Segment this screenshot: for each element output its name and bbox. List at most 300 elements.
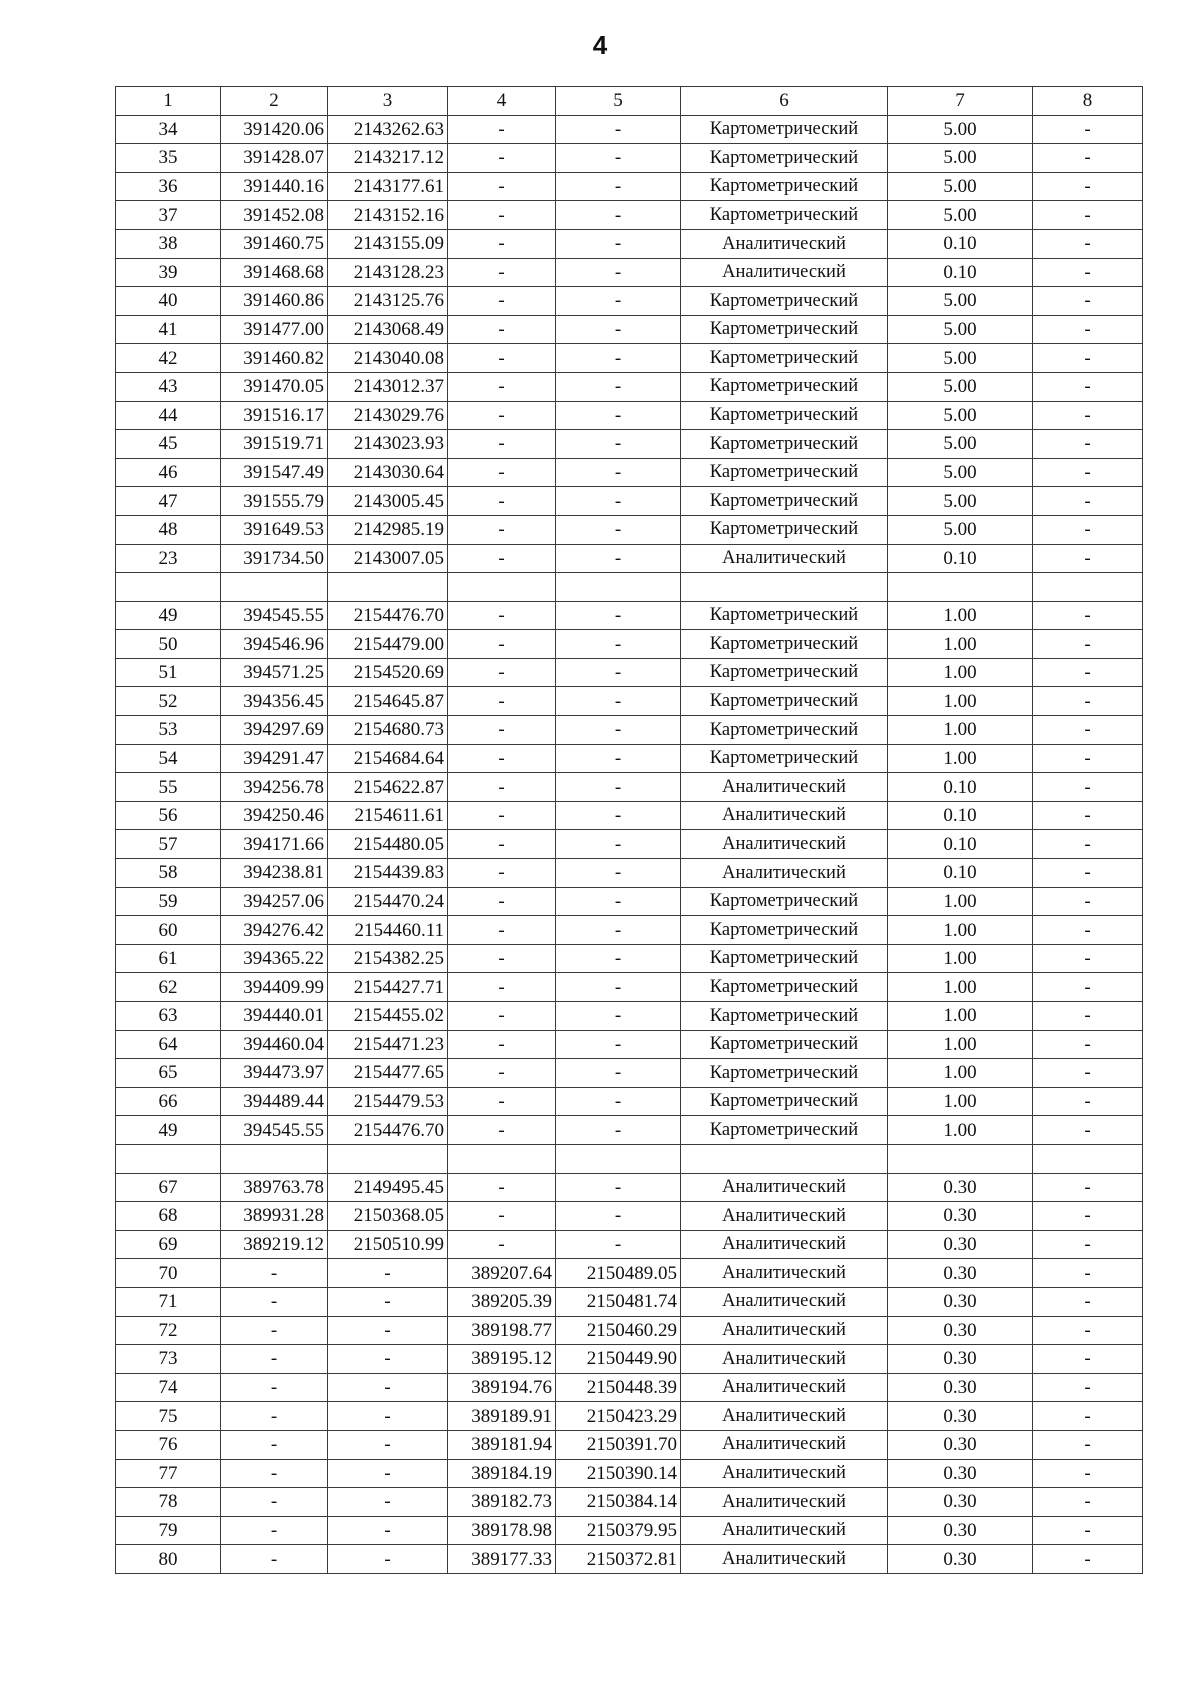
method-cell: Картометрический (681, 430, 888, 459)
accuracy-cell: 5.00 (888, 144, 1033, 173)
x-new-cell: - (448, 344, 556, 373)
x-new-cell: 389181.94 (448, 1430, 556, 1459)
table-row (116, 859, 1143, 888)
x-new-cell: - (448, 916, 556, 945)
y-existing-cell: 2143030.64 (328, 458, 448, 487)
method-cell: Картометрический (681, 973, 888, 1002)
table-row (116, 229, 1143, 258)
point-number-cell: 78 (116, 1488, 221, 1517)
x-existing-cell: 394473.97 (221, 1059, 328, 1088)
table-row (116, 401, 1143, 430)
y-new-cell (556, 1144, 681, 1173)
point-number-cell: 53 (116, 716, 221, 745)
method-cell: Аналитический (681, 773, 888, 802)
accuracy-cell (888, 573, 1033, 602)
y-new-cell: 2150481.74 (556, 1287, 681, 1316)
method-cell: Картометрический (681, 1002, 888, 1031)
table-row (116, 1545, 1143, 1574)
point-number-cell: 38 (116, 229, 221, 258)
x-new-cell: - (448, 1202, 556, 1231)
table-row (116, 487, 1143, 516)
point-number-cell: 69 (116, 1230, 221, 1259)
method-cell: Аналитический (681, 1430, 888, 1459)
y-existing-cell: - (328, 1488, 448, 1517)
y-new-cell: - (556, 1002, 681, 1031)
x-new-cell: - (448, 1030, 556, 1059)
x-existing-cell: 394365.22 (221, 944, 328, 973)
point-number-cell: 39 (116, 258, 221, 287)
point-number-cell: 57 (116, 830, 221, 859)
x-new-cell: 389189.91 (448, 1402, 556, 1431)
description-cell: - (1033, 515, 1143, 544)
point-number-cell (116, 1144, 221, 1173)
x-existing-cell: - (221, 1545, 328, 1574)
accuracy-cell: 0.30 (888, 1459, 1033, 1488)
table-row (116, 1030, 1143, 1059)
y-existing-cell: 2142985.19 (328, 515, 448, 544)
y-existing-cell: - (328, 1430, 448, 1459)
y-new-cell: 2150390.14 (556, 1459, 681, 1488)
method-cell: Картометрический (681, 744, 888, 773)
table-row (116, 372, 1143, 401)
y-existing-cell: 2154427.71 (328, 973, 448, 1002)
description-cell: - (1033, 229, 1143, 258)
x-new-cell: - (448, 1002, 556, 1031)
accuracy-cell: 1.00 (888, 916, 1033, 945)
x-existing-cell: - (221, 1459, 328, 1488)
y-existing-cell: - (328, 1345, 448, 1374)
y-existing-cell: 2154470.24 (328, 887, 448, 916)
y-existing-cell: 2143012.37 (328, 372, 448, 401)
x-existing-cell: - (221, 1373, 328, 1402)
y-new-cell: - (556, 258, 681, 287)
method-cell: Аналитический (681, 258, 888, 287)
y-existing-cell: 2154382.25 (328, 944, 448, 973)
x-new-cell: - (448, 716, 556, 745)
table-row (116, 658, 1143, 687)
table-row (116, 687, 1143, 716)
table-row (116, 1259, 1143, 1288)
accuracy-cell: 1.00 (888, 744, 1033, 773)
method-cell: Аналитический (681, 1230, 888, 1259)
method-cell: Картометрический (681, 487, 888, 516)
y-new-cell: - (556, 144, 681, 173)
accuracy-cell: 1.00 (888, 716, 1033, 745)
y-new-cell: - (556, 201, 681, 230)
description-cell: - (1033, 1488, 1143, 1517)
y-new-cell: - (556, 172, 681, 201)
y-existing-cell: - (328, 1259, 448, 1288)
x-new-cell (448, 573, 556, 602)
description-cell: - (1033, 1402, 1143, 1431)
x-new-cell: 389178.98 (448, 1516, 556, 1545)
x-existing-cell: - (221, 1345, 328, 1374)
table-body (116, 87, 1143, 1574)
y-existing-cell: 2143155.09 (328, 229, 448, 258)
point-number-cell: 44 (116, 401, 221, 430)
x-existing-cell: 394440.01 (221, 1002, 328, 1031)
table-row (116, 1345, 1143, 1374)
point-number-cell: 35 (116, 144, 221, 173)
y-new-cell: - (556, 630, 681, 659)
y-new-cell: 2150460.29 (556, 1316, 681, 1345)
accuracy-cell: 5.00 (888, 344, 1033, 373)
x-existing-cell: 394546.96 (221, 630, 328, 659)
point-number-cell: 49 (116, 1116, 221, 1145)
y-existing-cell: 2143005.45 (328, 487, 448, 516)
method-cell: Аналитический (681, 1488, 888, 1517)
method-cell: Картометрический (681, 287, 888, 316)
x-existing-cell: - (221, 1402, 328, 1431)
point-number-cell: 52 (116, 687, 221, 716)
table-row (116, 601, 1143, 630)
point-number-cell: 47 (116, 487, 221, 516)
accuracy-cell: 1.00 (888, 1116, 1033, 1145)
x-existing-cell: 391649.53 (221, 515, 328, 544)
accuracy-cell: 0.10 (888, 229, 1033, 258)
point-number-cell: 41 (116, 315, 221, 344)
accuracy-cell: 1.00 (888, 1087, 1033, 1116)
accuracy-cell: 0.10 (888, 258, 1033, 287)
method-cell: Картометрический (681, 630, 888, 659)
x-existing-cell: - (221, 1430, 328, 1459)
x-new-cell: - (448, 229, 556, 258)
method-cell: Аналитический (681, 1287, 888, 1316)
accuracy-cell: 5.00 (888, 458, 1033, 487)
method-cell: Картометрический (681, 916, 888, 945)
point-number-cell: 74 (116, 1373, 221, 1402)
accuracy-cell: 5.00 (888, 372, 1033, 401)
method-cell: Картометрический (681, 315, 888, 344)
column-header: 5 (556, 87, 681, 116)
y-new-cell: - (556, 458, 681, 487)
accuracy-cell: 0.30 (888, 1230, 1033, 1259)
point-number-cell: 73 (116, 1345, 221, 1374)
point-number-cell: 70 (116, 1259, 221, 1288)
accuracy-cell: 0.30 (888, 1545, 1033, 1574)
y-new-cell: 2150423.29 (556, 1402, 681, 1431)
x-new-cell: - (448, 401, 556, 430)
x-new-cell: - (448, 1059, 556, 1088)
y-new-cell: - (556, 1173, 681, 1202)
y-new-cell: - (556, 601, 681, 630)
y-new-cell: - (556, 944, 681, 973)
point-number-cell: 43 (116, 372, 221, 401)
description-cell: - (1033, 258, 1143, 287)
accuracy-cell: 1.00 (888, 1059, 1033, 1088)
x-new-cell: - (448, 1116, 556, 1145)
point-number-cell: 77 (116, 1459, 221, 1488)
column-header: 2 (221, 87, 328, 116)
method-cell: Аналитический (681, 1373, 888, 1402)
table-header-row (116, 87, 1143, 116)
description-cell: - (1033, 544, 1143, 573)
table-row (116, 1059, 1143, 1088)
column-header: 7 (888, 87, 1033, 116)
y-new-cell: - (556, 1202, 681, 1231)
accuracy-cell: 0.30 (888, 1488, 1033, 1517)
point-number-cell: 51 (116, 658, 221, 687)
accuracy-cell: 0.10 (888, 830, 1033, 859)
accuracy-cell: 0.30 (888, 1373, 1033, 1402)
table-row (116, 1002, 1143, 1031)
x-new-cell: - (448, 859, 556, 888)
x-new-cell: - (448, 944, 556, 973)
method-cell (681, 1144, 888, 1173)
accuracy-cell: 0.10 (888, 544, 1033, 573)
x-existing-cell: 391460.75 (221, 229, 328, 258)
x-existing-cell: 394356.45 (221, 687, 328, 716)
method-cell: Картометрический (681, 201, 888, 230)
description-cell: - (1033, 1030, 1143, 1059)
point-number-cell: 37 (116, 201, 221, 230)
x-new-cell: - (448, 458, 556, 487)
description-cell: - (1033, 315, 1143, 344)
table-row (116, 344, 1143, 373)
y-new-cell: - (556, 344, 681, 373)
point-number-cell: 60 (116, 916, 221, 945)
y-new-cell: 2150449.90 (556, 1345, 681, 1374)
point-number-cell: 61 (116, 944, 221, 973)
x-new-cell: - (448, 1087, 556, 1116)
column-header: 8 (1033, 87, 1143, 116)
y-existing-cell: 2143125.76 (328, 287, 448, 316)
accuracy-cell: 1.00 (888, 687, 1033, 716)
y-existing-cell: - (328, 1316, 448, 1345)
description-cell: - (1033, 458, 1143, 487)
x-new-cell: 389198.77 (448, 1316, 556, 1345)
x-existing-cell: - (221, 1516, 328, 1545)
accuracy-cell: 1.00 (888, 887, 1033, 916)
y-existing-cell: 2150510.99 (328, 1230, 448, 1259)
method-cell: Аналитический (681, 801, 888, 830)
table-row (116, 1459, 1143, 1488)
method-cell: Аналитический (681, 1345, 888, 1374)
method-cell: Аналитический (681, 1402, 888, 1431)
x-new-cell: - (448, 1173, 556, 1202)
accuracy-cell: 0.10 (888, 801, 1033, 830)
description-cell: - (1033, 1087, 1143, 1116)
y-new-cell: - (556, 744, 681, 773)
method-cell: Картометрический (681, 401, 888, 430)
x-existing-cell: 394460.04 (221, 1030, 328, 1059)
y-new-cell: - (556, 830, 681, 859)
description-cell: - (1033, 973, 1143, 1002)
x-existing-cell (221, 573, 328, 602)
accuracy-cell: 1.00 (888, 601, 1033, 630)
x-new-cell: - (448, 115, 556, 144)
point-number-cell: 67 (116, 1173, 221, 1202)
x-existing-cell: 391555.79 (221, 487, 328, 516)
y-existing-cell: 2149495.45 (328, 1173, 448, 1202)
method-cell: Аналитический (681, 1316, 888, 1345)
description-cell: - (1033, 144, 1143, 173)
y-existing-cell: 2154476.70 (328, 1116, 448, 1145)
x-new-cell: - (448, 801, 556, 830)
description-cell: - (1033, 944, 1143, 973)
y-new-cell: - (556, 887, 681, 916)
x-new-cell: - (448, 658, 556, 687)
method-cell: Аналитический (681, 229, 888, 258)
y-new-cell: 2150372.81 (556, 1545, 681, 1574)
accuracy-cell: 5.00 (888, 401, 1033, 430)
description-cell: - (1033, 1459, 1143, 1488)
y-existing-cell: 2143262.63 (328, 115, 448, 144)
x-new-cell: - (448, 144, 556, 173)
x-new-cell: - (448, 744, 556, 773)
y-new-cell: - (556, 487, 681, 516)
method-cell: Аналитический (681, 1173, 888, 1202)
description-cell: - (1033, 658, 1143, 687)
description-cell (1033, 573, 1143, 602)
x-existing-cell: 391519.71 (221, 430, 328, 459)
x-new-cell: - (448, 773, 556, 802)
table-row (116, 830, 1143, 859)
y-existing-cell: 2154460.11 (328, 916, 448, 945)
point-number-cell: 46 (116, 458, 221, 487)
y-new-cell: - (556, 916, 681, 945)
method-cell: Аналитический (681, 859, 888, 888)
description-cell: - (1033, 744, 1143, 773)
description-cell: - (1033, 859, 1143, 888)
description-cell: - (1033, 830, 1143, 859)
description-cell: - (1033, 1002, 1143, 1031)
y-new-cell: - (556, 287, 681, 316)
method-cell: Картометрический (681, 1059, 888, 1088)
description-cell: - (1033, 1373, 1143, 1402)
y-existing-cell: - (328, 1459, 448, 1488)
x-existing-cell: 391468.68 (221, 258, 328, 287)
description-cell: - (1033, 430, 1143, 459)
x-existing-cell: 391516.17 (221, 401, 328, 430)
x-existing-cell: 394276.42 (221, 916, 328, 945)
table-row (116, 115, 1143, 144)
point-number-cell: 76 (116, 1430, 221, 1459)
table-row (116, 773, 1143, 802)
accuracy-cell: 1.00 (888, 944, 1033, 973)
accuracy-cell: 0.30 (888, 1173, 1033, 1202)
accuracy-cell: 0.30 (888, 1430, 1033, 1459)
method-cell: Аналитический (681, 830, 888, 859)
y-new-cell: 2150489.05 (556, 1259, 681, 1288)
table-row (116, 258, 1143, 287)
x-new-cell: - (448, 630, 556, 659)
y-existing-cell: 2154684.64 (328, 744, 448, 773)
x-new-cell: - (448, 430, 556, 459)
y-new-cell: - (556, 658, 681, 687)
point-number-cell: 34 (116, 115, 221, 144)
point-number-cell: 65 (116, 1059, 221, 1088)
point-number-cell: 45 (116, 430, 221, 459)
x-existing-cell: 391734.50 (221, 544, 328, 573)
description-cell: - (1033, 716, 1143, 745)
x-new-cell: 389195.12 (448, 1345, 556, 1374)
x-new-cell: - (448, 830, 556, 859)
method-cell: Аналитический (681, 1202, 888, 1231)
x-existing-cell: 394238.81 (221, 859, 328, 888)
y-existing-cell: 2150368.05 (328, 1202, 448, 1231)
description-cell: - (1033, 344, 1143, 373)
table-row (116, 1316, 1143, 1345)
method-cell: Картометрический (681, 687, 888, 716)
separator-row (116, 1144, 1143, 1173)
table-row (116, 1516, 1143, 1545)
y-new-cell: 2150448.39 (556, 1373, 681, 1402)
description-cell: - (1033, 1173, 1143, 1202)
description-cell: - (1033, 1545, 1143, 1574)
x-new-cell: - (448, 973, 556, 1002)
method-cell: Картометрический (681, 887, 888, 916)
table-row (116, 287, 1143, 316)
accuracy-cell: 5.00 (888, 487, 1033, 516)
point-number-cell: 23 (116, 544, 221, 573)
x-existing-cell: 394250.46 (221, 801, 328, 830)
accuracy-cell: 0.30 (888, 1345, 1033, 1374)
method-cell: Аналитический (681, 1545, 888, 1574)
x-existing-cell: 394171.66 (221, 830, 328, 859)
y-existing-cell: 2143007.05 (328, 544, 448, 573)
method-cell: Картометрический (681, 1116, 888, 1145)
description-cell: - (1033, 773, 1143, 802)
table-row (116, 1373, 1143, 1402)
table-row (116, 630, 1143, 659)
y-existing-cell: - (328, 1516, 448, 1545)
y-existing-cell: 2143217.12 (328, 144, 448, 173)
table-row (116, 944, 1143, 973)
y-new-cell: - (556, 1230, 681, 1259)
x-new-cell: 389207.64 (448, 1259, 556, 1288)
description-cell: - (1033, 1345, 1143, 1374)
description-cell: - (1033, 401, 1143, 430)
x-new-cell: - (448, 515, 556, 544)
description-cell: - (1033, 1230, 1143, 1259)
description-cell: - (1033, 487, 1143, 516)
accuracy-cell: 5.00 (888, 172, 1033, 201)
y-new-cell: - (556, 1059, 681, 1088)
point-number-cell: 62 (116, 973, 221, 1002)
y-new-cell: - (556, 801, 681, 830)
method-cell: Картометрический (681, 658, 888, 687)
point-number-cell: 54 (116, 744, 221, 773)
accuracy-cell: 1.00 (888, 973, 1033, 1002)
x-existing-cell: 394489.44 (221, 1087, 328, 1116)
method-cell: Аналитический (681, 1516, 888, 1545)
method-cell: Аналитический (681, 1259, 888, 1288)
y-new-cell: - (556, 401, 681, 430)
method-cell: Картометрический (681, 344, 888, 373)
column-header: 1 (116, 87, 221, 116)
description-cell: - (1033, 287, 1143, 316)
method-cell: Аналитический (681, 1459, 888, 1488)
table-row (116, 458, 1143, 487)
method-cell: Картометрический (681, 515, 888, 544)
x-new-cell: 389182.73 (448, 1488, 556, 1517)
x-existing-cell: 389219.12 (221, 1230, 328, 1259)
method-cell (681, 573, 888, 602)
table-row (116, 144, 1143, 173)
table-row (116, 916, 1143, 945)
y-existing-cell: - (328, 1402, 448, 1431)
x-existing-cell: 389931.28 (221, 1202, 328, 1231)
y-new-cell: - (556, 973, 681, 1002)
x-existing-cell: 391470.05 (221, 372, 328, 401)
table-row (116, 744, 1143, 773)
description-cell: - (1033, 201, 1143, 230)
table-row (116, 1087, 1143, 1116)
description-cell: - (1033, 1202, 1143, 1231)
x-new-cell: - (448, 601, 556, 630)
y-new-cell: - (556, 716, 681, 745)
